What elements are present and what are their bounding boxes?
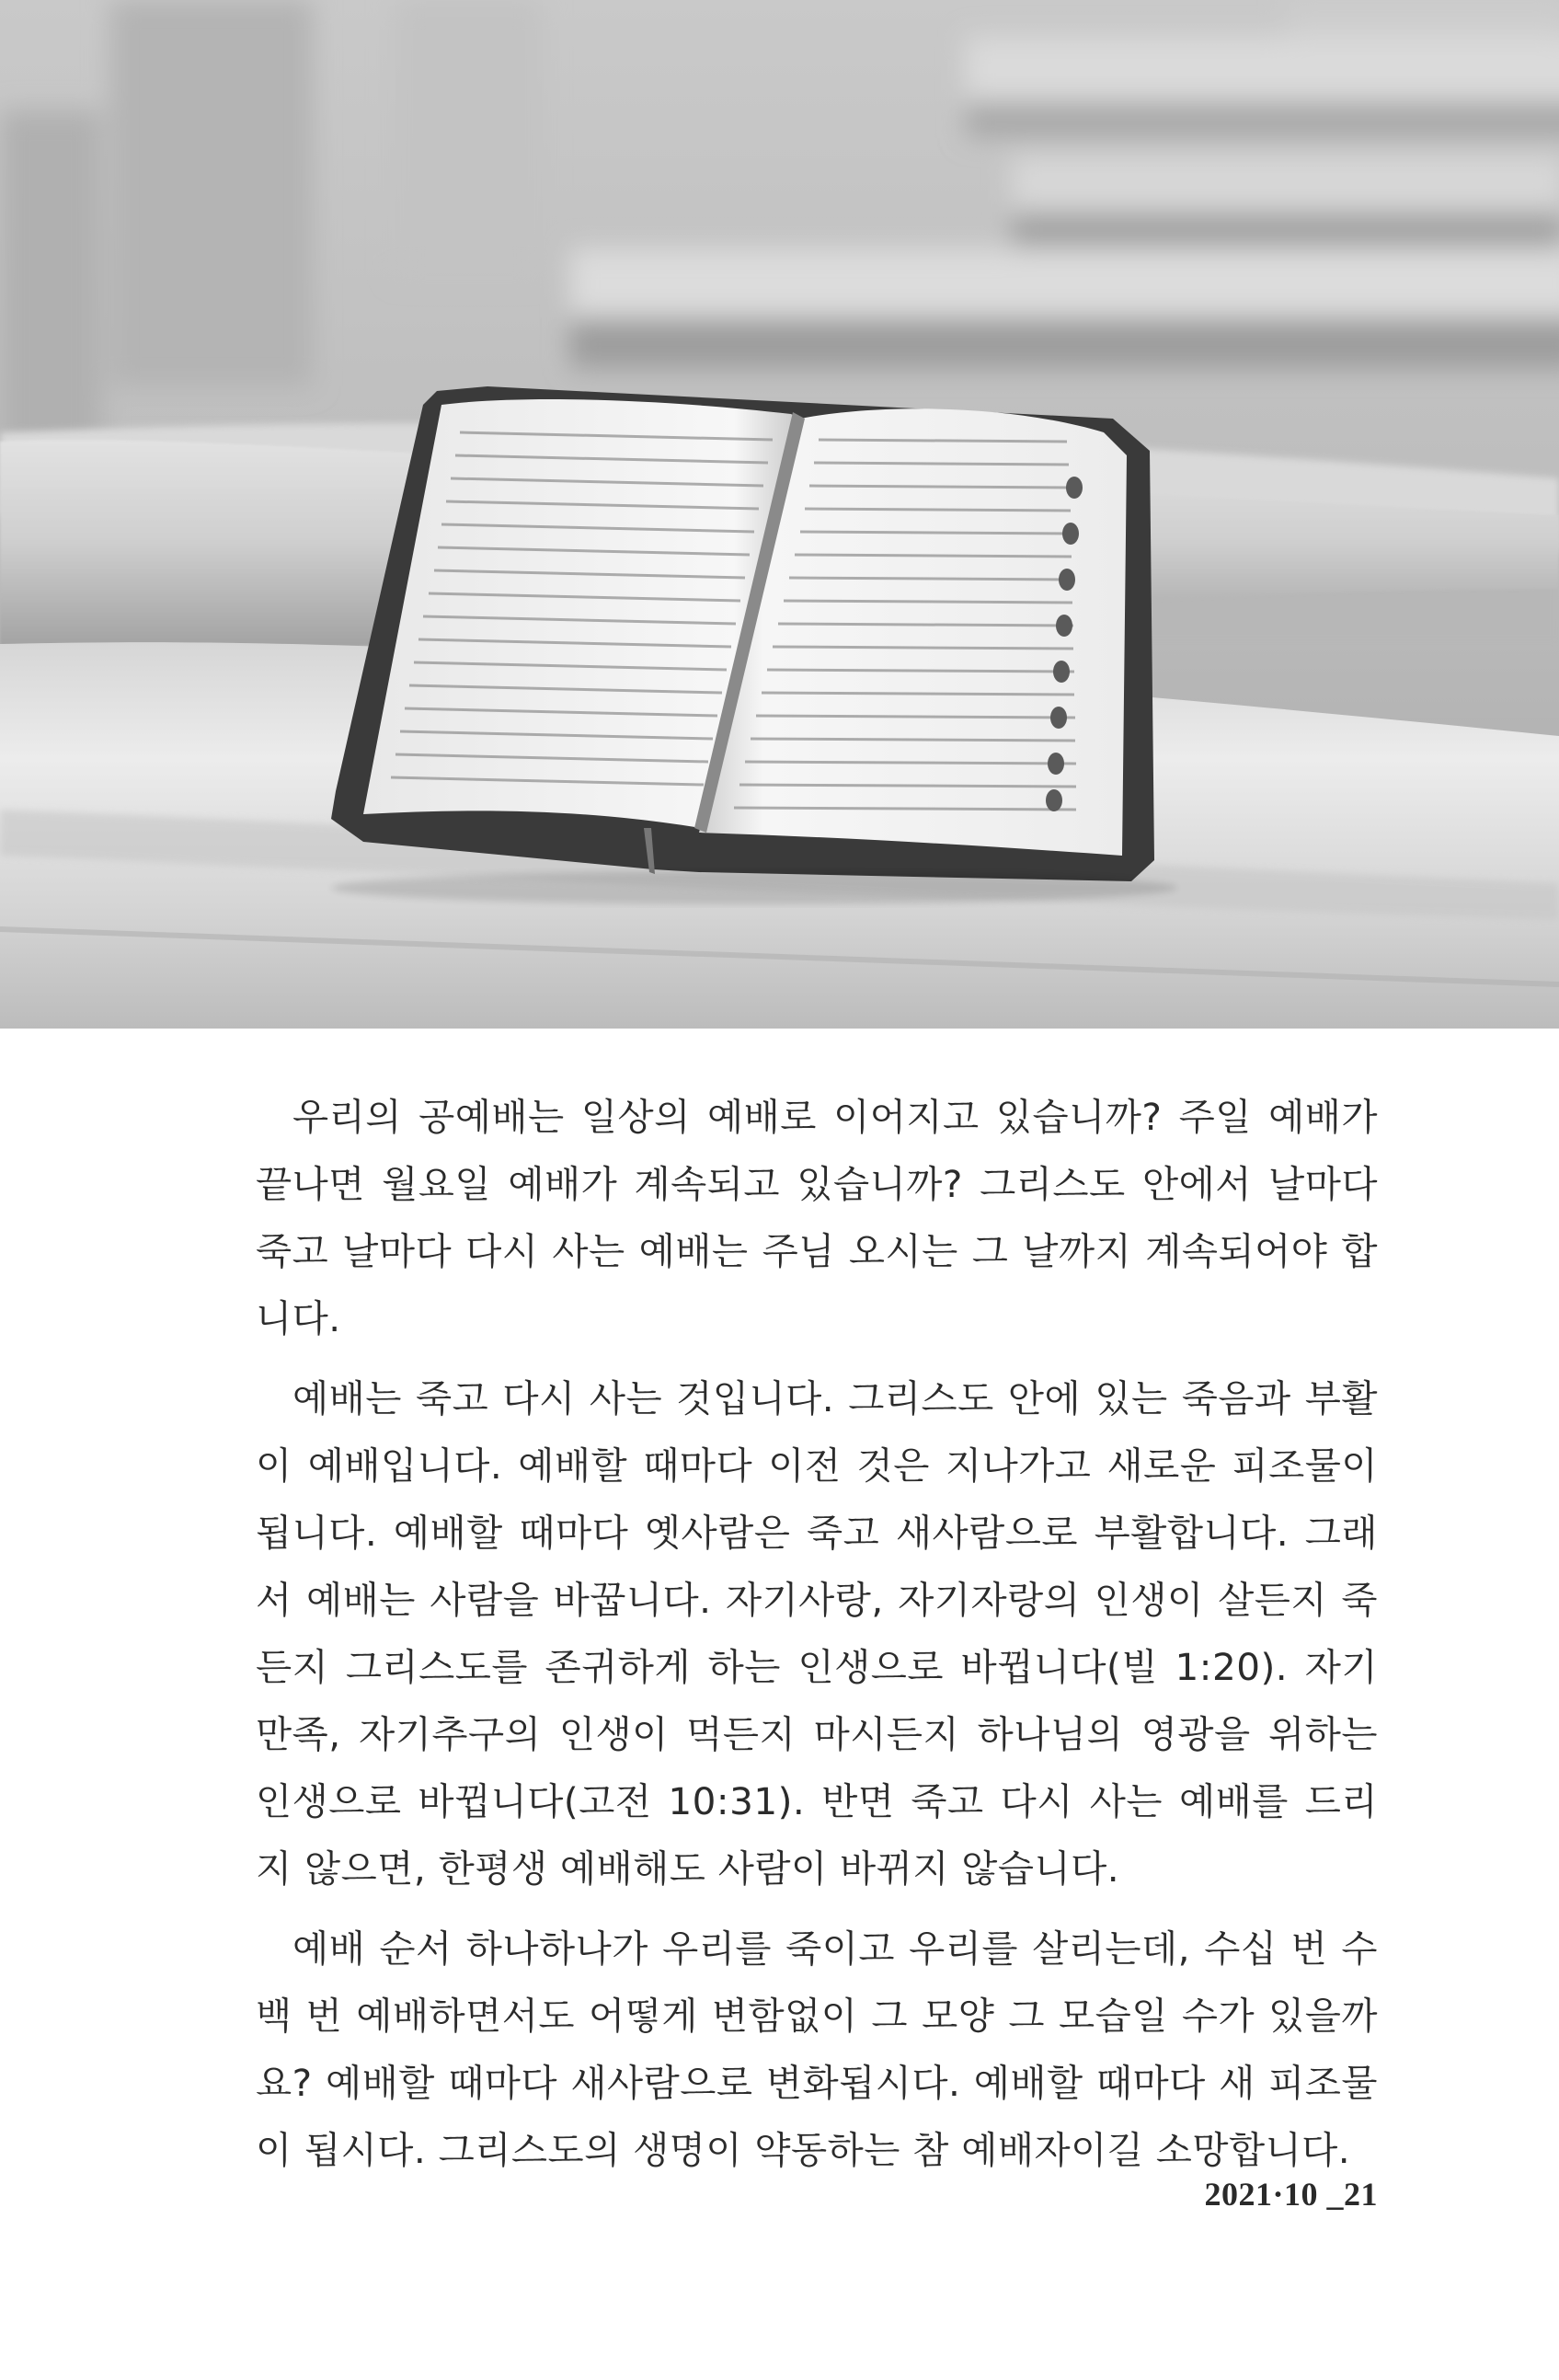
bible-pew-photo — [0, 0, 1559, 1029]
article-body — [256, 1084, 1378, 2197]
paragraph: 예배 순서 하나하나가 우리를 죽이고 우리를 살리는데, 수십 번 수백 번 예배하면서도 어떻게 변함없이 그 모양 그 모습일 수가 있을까요? 예배할 때마다 새사람으로 변화됩시다. 예배할 때마다 새 피조물이 됩시다. 그리스도의 생명이 약동하는 참 예배자이길 소망합니다. — [256, 1926, 1378, 2172]
bible-icon — [331, 386, 1154, 881]
paragraph: 예배는 죽고 다시 사는 것입니다. 그리스도 안에 있는 죽음과 부활이 예배입니다. 예배할 때마다 이전 것은 지나가고 새로운 피조물이 됩니다. 예배할 때마다 옛사람은 죽고 새사람으로 부활합니다. 그래서 예배는 사람을 바꿉니다. 자기사랑, 자기자랑의 인생이 살든지 죽든지 그리스도를 존귀하게 하는 인생으로 바뀝니다(빌 1:20). 자기만족, 자기추구의 인생이 먹든지 마시든지 하나님의 영광을 위하는 인생으로 바뀝니다(고전 10:31). 반면 죽고 다시 사는 예배를 드리지 않으면, 한평생 예배해도 사람이 바뀌지 않습니다. — [256, 1376, 1378, 1891]
paragraph: 우리의 공예배는 일상의 예배로 이어지고 있습니까? 주일 예배가 끝나면 월요일 예배가 계속되고 있습니까? 그리스도 안에서 날마다 죽고 날마다 다시 사는 예배는 주님 오시는 그 날까지 계속되어야 합니다. — [256, 1095, 1378, 1340]
page-number: 2021·10 _21 — [1204, 2176, 1378, 2213]
